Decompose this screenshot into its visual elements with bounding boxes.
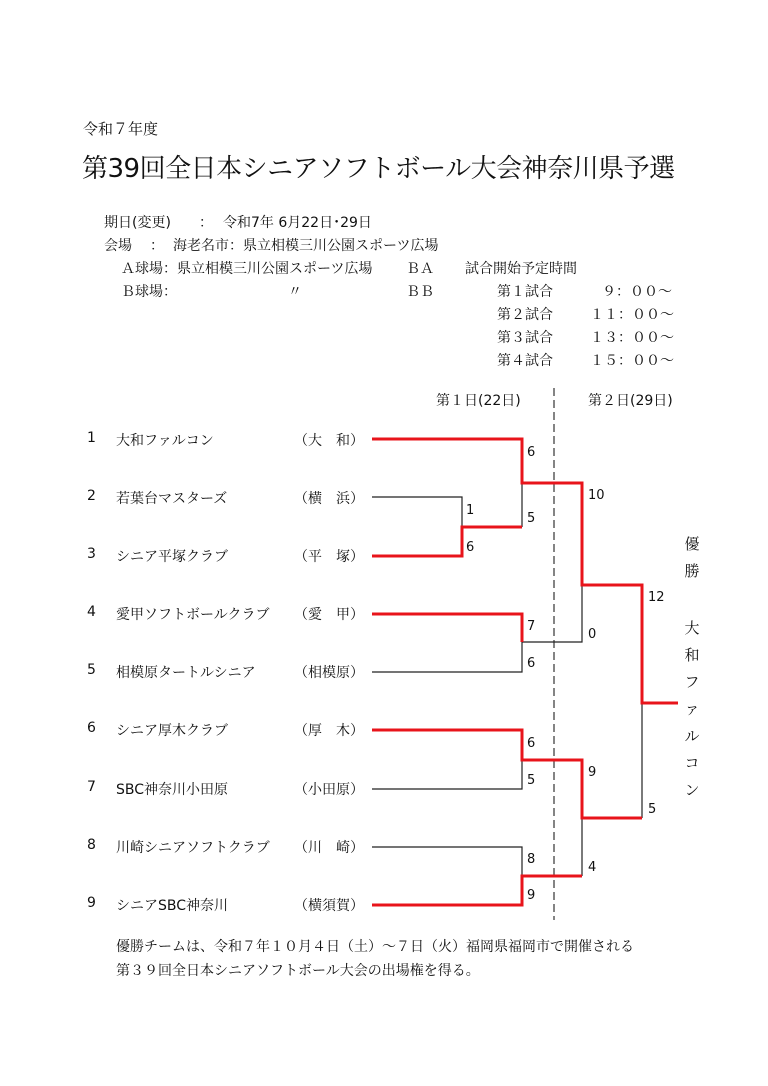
team-short-6: （厚 木）	[294, 723, 364, 739]
schedule-time-2: １１：００～	[590, 307, 674, 323]
champion-label	[682, 531, 702, 585]
field-a-code: ＢＡ	[406, 261, 434, 277]
team-name-7: SBC神奈川小田原	[116, 782, 229, 798]
score-g3-team4: 7	[527, 619, 536, 634]
path-team4	[372, 614, 522, 642]
schedule-game-2: 第２試合	[497, 307, 553, 323]
footer-line1: 優勝チームは、令和７年１０月４日（土）～７日（火）福岡県福岡市で開催される	[116, 939, 634, 955]
date-label: 期日(変更)	[104, 215, 171, 231]
field-b-ditto: 〃	[288, 284, 302, 300]
team-name-9: シニアSBC神奈川	[116, 898, 229, 914]
venue-label: 会場	[104, 238, 132, 254]
team-no-2: 2	[87, 488, 96, 504]
team-short-1: （大 和）	[294, 433, 364, 449]
schedule-time-1: ９：００～	[602, 284, 672, 300]
schedule-title: 試合開始予定時間	[465, 261, 577, 277]
score-g1-team3: 6	[466, 540, 475, 555]
champion-label-char: 優	[684, 535, 700, 553]
schedule-time-4: １５：００～	[590, 353, 674, 369]
path-team6	[372, 730, 642, 818]
champion-name-char: ル	[684, 727, 700, 745]
champion-name-char: ァ	[684, 700, 700, 718]
path-team3	[372, 527, 522, 556]
score-sf2-bottom: 4	[588, 860, 597, 875]
day1-header: 第１日(22日)	[436, 393, 521, 409]
path-champion	[372, 439, 678, 703]
team-short-2: （横 浜）	[294, 491, 364, 507]
path-team2	[372, 497, 462, 527]
venue-colon: ：	[150, 238, 164, 254]
score-sf2-top: 9	[588, 765, 597, 780]
team-name-1: 大和ファルコン	[116, 433, 214, 449]
schedule-game-3: 第３試合	[497, 330, 553, 346]
score-g5-team8: 8	[527, 852, 536, 867]
team-no-1: 1	[87, 430, 96, 446]
team-no-7: 7	[87, 779, 96, 795]
score-sf1-top: 10	[588, 488, 605, 503]
score-g4-team7: 5	[527, 773, 536, 788]
team-short-8: （川 崎）	[294, 840, 364, 856]
team-no-4: 4	[87, 604, 96, 620]
venue-value: 海老名市：県立相模三川公園スポーツ広場	[173, 238, 439, 254]
team-no-3: 3	[87, 546, 96, 562]
score-g2-team1: 6	[527, 445, 536, 460]
team-no-5: 5	[87, 662, 96, 678]
score-g4-team6: 6	[527, 736, 536, 751]
champion-name-char: 大	[684, 619, 700, 637]
score-g3-team5: 6	[527, 656, 536, 671]
champion-name-char: 和	[684, 646, 700, 664]
team-name-3: シニア平塚クラブ	[116, 549, 228, 565]
path-team8	[372, 847, 522, 876]
footer-line2: 第３９回全日本シニアソフトボール大会の出場権を得る。	[116, 963, 480, 979]
score-sf1-bottom: 0	[588, 627, 597, 642]
score-g5-team9: 9	[527, 888, 536, 903]
field-b: Ｂ球場：	[121, 284, 177, 300]
page-title: 第39回全日本シニアソフトボール大会神奈川県予選	[82, 154, 675, 184]
team-name-5: 相模原タートルシニア	[116, 665, 256, 681]
day2-header: 第２日(29日)	[588, 393, 673, 409]
score-final-top: 12	[648, 590, 665, 605]
team-no-8: 8	[87, 837, 96, 853]
era-label: 令和７年度	[83, 120, 159, 138]
schedule-time-3: １３：００～	[590, 330, 674, 346]
score-g2-winner: 5	[527, 511, 536, 526]
team-no-6: 6	[87, 720, 96, 736]
date-value: 令和7年 6月22日･29日	[223, 215, 372, 231]
path-team9	[372, 876, 582, 905]
path-team7	[372, 760, 522, 789]
team-no-9: 9	[87, 895, 96, 911]
field-a: Ａ球場：県立相模三川公園スポーツ広場	[121, 261, 373, 277]
team-name-8: 川崎シニアソフトクラブ	[116, 840, 270, 856]
score-final-bottom: 5	[648, 802, 657, 817]
champion-name-char: コ	[684, 754, 700, 772]
team-short-3: （平 塚）	[294, 549, 364, 565]
team-name-4: 愛甲ソフトボールクラブ	[116, 607, 270, 623]
team-short-7: （小田原）	[294, 782, 364, 798]
team-name-2: 若葉台マスターズ	[116, 491, 228, 507]
team-short-4: （愛 甲）	[294, 607, 364, 623]
team-name-6: シニア厚木クラブ	[116, 723, 228, 739]
date-colon: ：	[199, 215, 213, 231]
champion-label-char: 勝	[684, 562, 700, 580]
score-g1-team2: 1	[466, 503, 475, 518]
champion-name	[682, 615, 702, 804]
path-team5	[372, 642, 522, 672]
field-b-code: ＢＢ	[406, 284, 434, 300]
team-short-9: （横須賀）	[294, 898, 364, 914]
champion-name-char: ン	[684, 781, 700, 799]
team-short-5: （相模原）	[294, 665, 364, 681]
champion-name-char: フ	[684, 673, 700, 691]
schedule-game-4: 第４試合	[497, 353, 553, 369]
schedule-game-1: 第１試合	[497, 284, 553, 300]
